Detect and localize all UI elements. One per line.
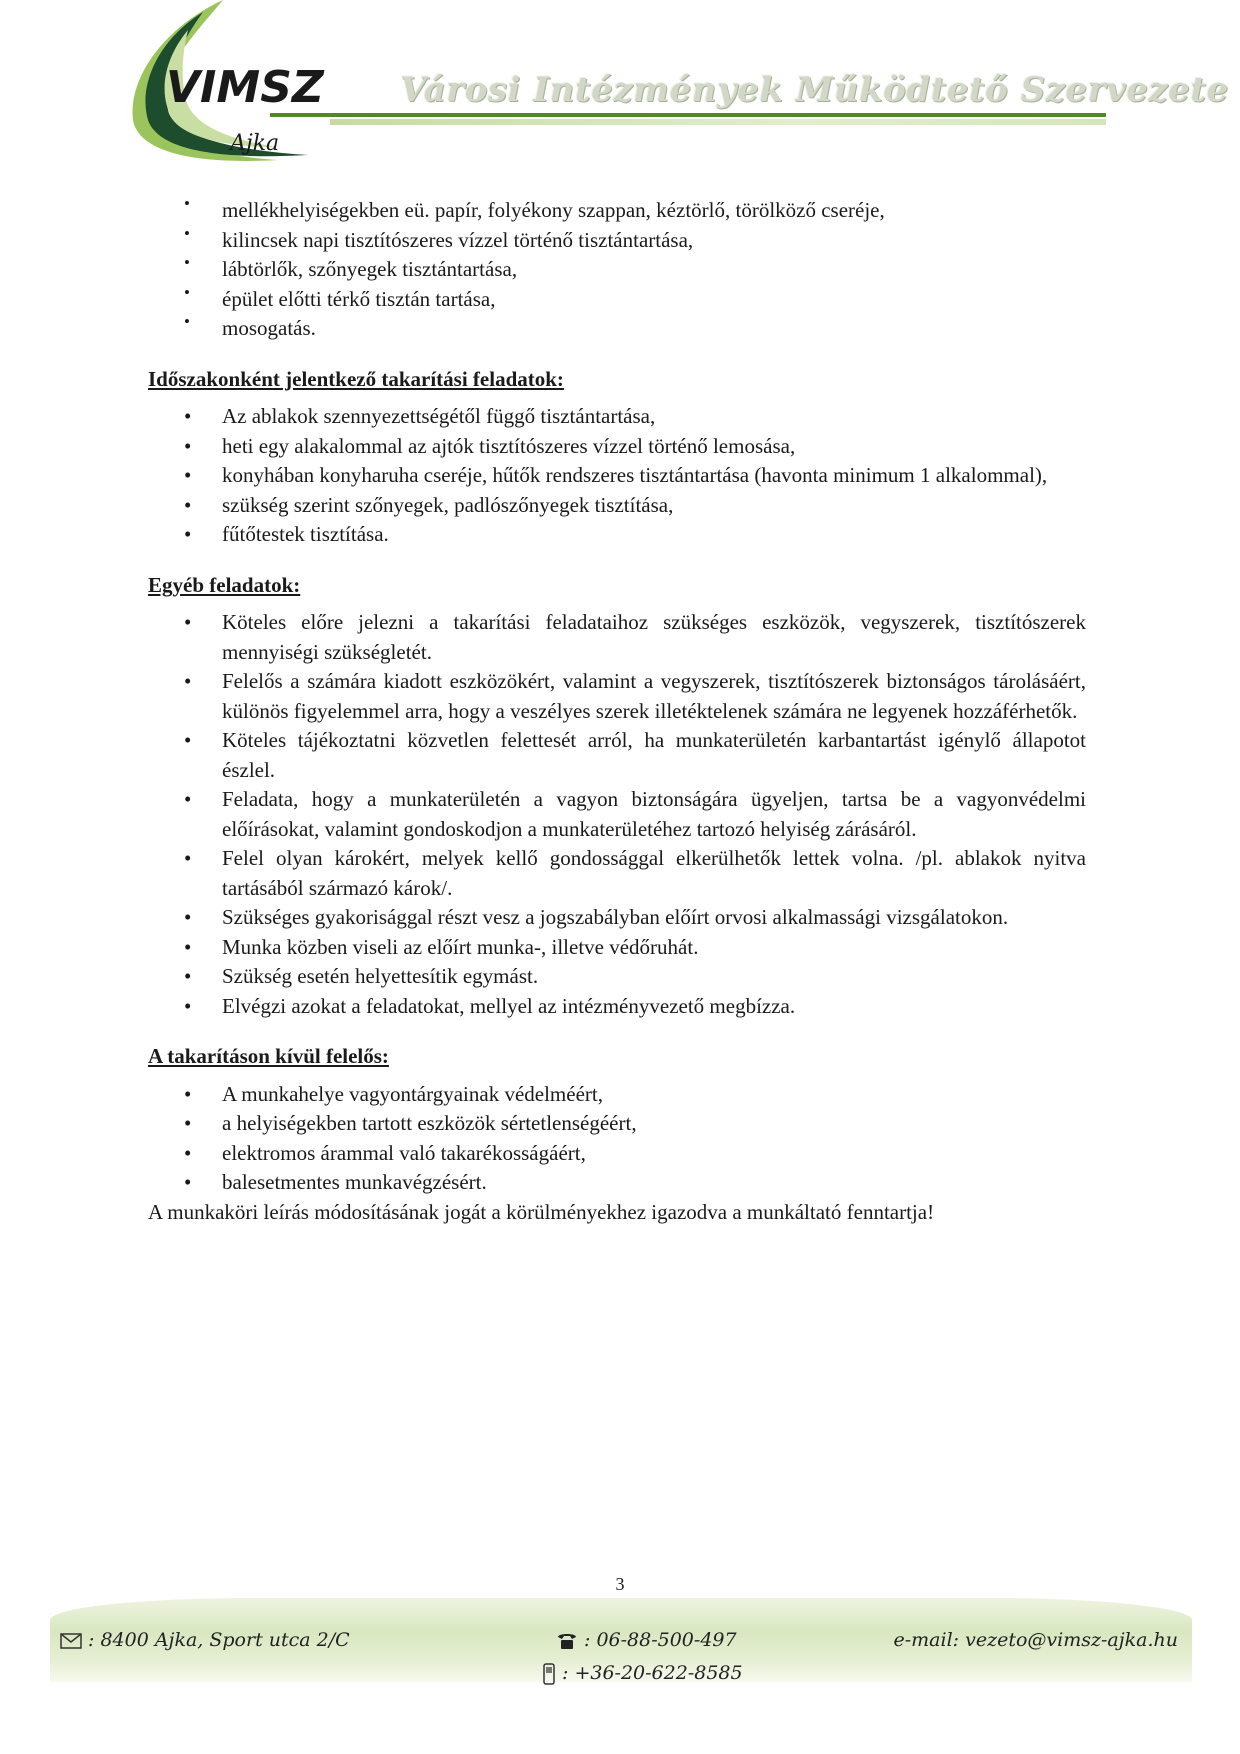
list-item: • Feladata, hogy a munkaterületén a vagyon biztonságára ügyeljen, tartsa be a vagyonvédelmi előírásokat, valamint gondoskodjon a munkaterületéhez tartozó helyiség zárásáról. [148,785,1086,844]
responsibility-list [148,1080,1086,1198]
list-item: • elektromos árammal való takarékosságáért, [148,1139,1086,1169]
list-item: • mosogatás. [148,314,1086,344]
list-item: • Munka közben viseli az előírt munka-, illetve védőruhát. [148,933,1086,963]
list-item: • kilincsek napi tisztítószeres vízzel történő tisztántartása, [148,226,1086,256]
list-item: • épület előtti térkő tisztán tartása, [148,285,1086,315]
other-task-list [148,608,1086,1021]
footer-mobile [542,1662,743,1685]
organization-name: Városi Intézmények Működtető Szervezete [400,70,1229,110]
telephone-icon [556,1632,578,1650]
footer-address [60,1629,350,1651]
page-number: 3 [615,1574,625,1594]
list-item: • szükség szerint szőnyegek, padlószőnyegek tisztítása, [148,491,1086,521]
address-text: : 8400 Ajka, Sport utca 2/C [88,1629,350,1651]
document-body [148,196,1086,1227]
footer-phone [556,1629,737,1651]
list-item: • A munkahelye vagyontárgyainak védelméért, [148,1080,1086,1110]
list-item: • fűtőtestek tisztítása. [148,520,1086,550]
list-item: • Köteles tájékoztatni közvetlen felettesét arról, ha munkaterületén karbantartást igénylő állapotot észlel. [148,726,1086,785]
header-divider-light [330,119,1106,125]
mobile-text: : +36-20-622-8585 [562,1662,743,1684]
list-item: • Szükség esetén helyettesítik egymást. [148,962,1086,992]
footer-email: e-mail: vezeto@vimsz-ajka.hu [893,1629,1178,1651]
envelope-icon [60,1633,82,1649]
list-item: • Az ablakok szennyezettségétől függő tisztántartása, [148,402,1086,432]
list-item: • mellékhelyiségekben eü. papír, folyékony szappan, kéztörlő, törölköző cseréje, [148,196,1086,226]
header-divider [270,113,1106,117]
mobile-phone-icon [542,1663,556,1685]
list-item: • heti egy alakalommal az ajtók tisztítószeres vízzel történő lemosása, [148,432,1086,462]
phone-text: : 06-88-500-497 [584,1629,737,1651]
closing-statement: A munkaköri leírás módosításának jogát a körülményekhez igazodva a munkáltató fenntartja! [148,1199,935,1224]
periodic-task-list [148,402,1086,550]
logo-subtext: Ajka [230,131,280,156]
list-item: • Felelős a számára kiadott eszközökért, valamint a vegyszerek, tisztítószerek biztonságos tárolásáért, különös figyelemmel arra, hogy a veszélyes szerek illetéktelenek számára ne legyenek hozzáférhetők. [148,667,1086,726]
list-item: • Szükséges gyakorisággal részt vesz a jogszabályban előírt orvosi alkalmassági vizsgálatokon. [148,903,1086,933]
list-item: • Felel olyan károkért, melyek kellő gondossággal elkerülhetők lettek volna. /pl. ablakok nyitva tartásából származó károk/. [148,844,1086,903]
section-heading-other: Egyéb feladatok: [148,572,301,597]
list-item: • Elvégzi azokat a feladatokat, mellyel az intézményvezető megbízza. [148,992,1086,1022]
logo-text: VIMSZ [166,62,324,113]
vimsz-logo [128,0,358,175]
section-heading-responsible: A takarításon kívül felelős: [148,1044,389,1068]
list-item: • Köteles előre jelezni a takarítási feladataihoz szükséges eszközök, vegyszerek, tisztítószerek mennyiségi szükségletét. [148,608,1086,667]
daily-task-list [148,196,1086,344]
section-heading-periodic: Időszakonként jelentkező takarítási feladatok: [148,366,564,391]
list-item: • konyhában konyharuha cseréje, hűtők rendszeres tisztántartása (havonta minimum 1 alkalommal), [148,461,1086,491]
list-item: • a helyiségekben tartott eszközök sértetlenségéért, [148,1109,1086,1139]
list-item: • lábtörlők, szőnyegek tisztántartása, [148,255,1086,285]
list-item: • balesetmentes munkavégzésért. [148,1168,1086,1198]
